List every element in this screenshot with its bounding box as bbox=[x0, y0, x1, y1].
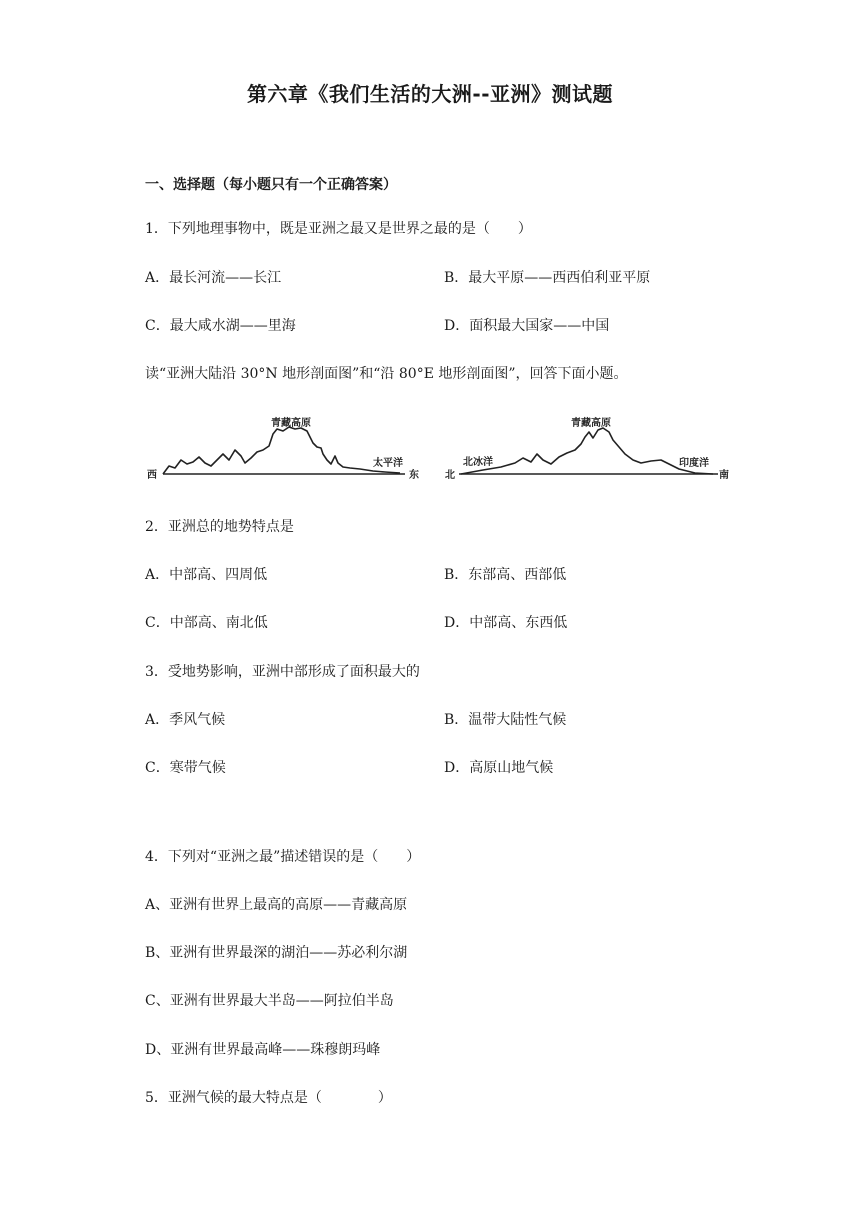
section-heading: 一、选择题（每小题只有一个正确答案） bbox=[145, 177, 397, 193]
question-4-stem: 4．下列对“亚洲之最”描述错误的是（ ） bbox=[145, 849, 421, 865]
reading-intro: 读“亚洲大陆沿 30°N 地形剖面图”和“沿 80°E 地形剖面图”，回答下面小题。 bbox=[145, 366, 628, 382]
q1-option-b: B．最大平原——西西伯利亚平原 bbox=[444, 270, 651, 286]
question-5-stem: 5．亚洲气候的最大特点是（ ） bbox=[145, 1090, 392, 1106]
q4-option-c: C、亚洲有世界最大半岛——阿拉伯半岛 bbox=[145, 993, 394, 1009]
q1-option-d: D．面积最大国家——中国 bbox=[444, 318, 610, 334]
q2-option-a: A．中部高、四周低 bbox=[145, 567, 268, 583]
right-peak-label: 青藏高原 bbox=[571, 418, 611, 429]
q2-option-d: D．中部高、东西低 bbox=[444, 615, 568, 631]
right-ocean-right-label: 印度洋 bbox=[679, 458, 709, 469]
left-peak-label: 青藏高原 bbox=[271, 418, 311, 429]
left-ocean-label: 太平洋 bbox=[373, 458, 403, 469]
q3-option-d: D．高原山地气候 bbox=[444, 760, 554, 776]
profile-30n-figure bbox=[145, 410, 420, 486]
q3-option-a: A．季风气候 bbox=[145, 712, 226, 728]
question-2-stem: 2．亚洲总的地势特点是 bbox=[145, 519, 294, 535]
profile-80e-figure bbox=[443, 410, 733, 486]
right-south-label: 南 bbox=[719, 470, 729, 481]
right-ocean-left-label: 北冰洋 bbox=[463, 457, 493, 468]
q2-option-c: C．中部高、南北低 bbox=[145, 615, 268, 631]
question-1-stem: 1．下列地理事物中，既是亚洲之最又是世界之最的是（ ） bbox=[145, 221, 532, 237]
q3-option-b: B．温带大陆性气候 bbox=[444, 712, 567, 728]
q1-option-a: A．最长河流——长江 bbox=[145, 270, 282, 286]
question-3-stem: 3．受地势影响，亚洲中部形成了面积最大的 bbox=[145, 664, 420, 680]
q4-option-d: D、亚洲有世界最高峰——珠穆朗玛峰 bbox=[145, 1042, 381, 1058]
right-north-label: 北 bbox=[445, 470, 455, 481]
q4-option-a: A、亚洲有世界上最高的高原——青藏高原 bbox=[145, 897, 408, 913]
q4-option-b: B、亚洲有世界最深的湖泊——苏必利尔湖 bbox=[145, 945, 408, 961]
left-west-label: 西 bbox=[147, 470, 157, 481]
q3-option-c: C．寒带气候 bbox=[145, 760, 226, 776]
page-title: 第六章《我们生活的大洲--亚洲》测试题 bbox=[246, 82, 614, 106]
q1-option-c: C．最大咸水湖——里海 bbox=[145, 318, 296, 334]
q2-option-b: B．东部高、西部低 bbox=[444, 567, 567, 583]
left-east-label: 东 bbox=[409, 470, 419, 481]
